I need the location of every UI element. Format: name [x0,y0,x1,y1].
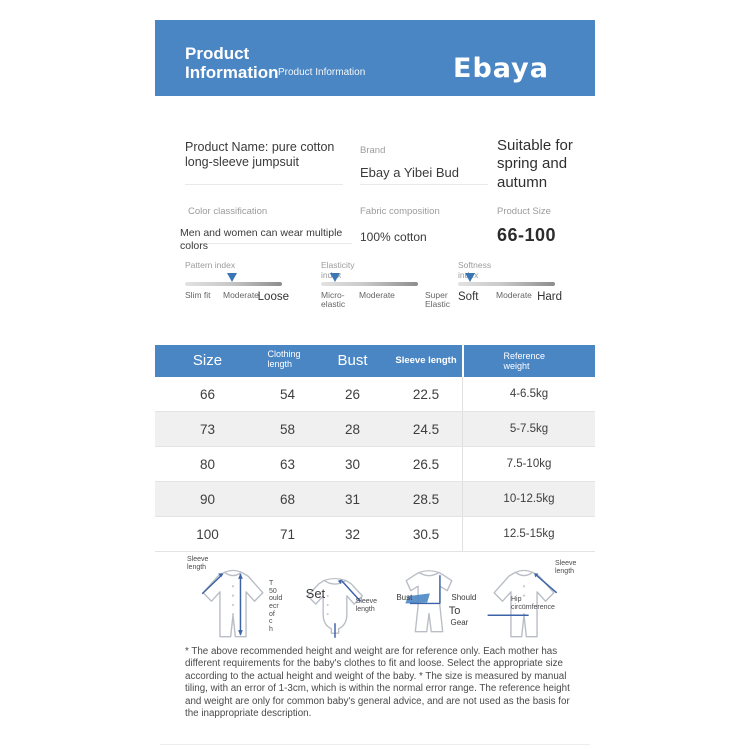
cell-sleeve-length: 26.5 [412,456,440,472]
col-header-bust: Bust [337,352,368,370]
col-header-clothing-length [260,349,315,373]
elasticity-index-labels [321,290,451,315]
sleeve-length-label [187,556,213,572]
header-bar [155,20,595,96]
cell-size: 73 [199,421,216,437]
pattern-index [185,260,289,315]
content-column [155,0,595,749]
pattern-index-labels [185,291,289,315]
shoulder-label-line2: To [448,605,461,617]
page-title-line2: Information [185,63,279,83]
cell-bust: 26 [344,386,361,402]
softness-index-track [458,282,555,286]
col-header-clothing-length-text: Clothing length [267,349,301,370]
diagram-short-sleeve-romper [384,556,476,644]
cell-sleeve-length: 22.5 [412,386,440,402]
page-title-line1: Product [185,44,250,63]
pattern-index-track [185,282,282,286]
softness-label-soft: Soft [458,291,479,303]
product-size-label: Product Size [497,206,551,217]
cell-size: 100 [196,526,219,542]
cell-reference-weight: 10-12.5kg [462,482,595,516]
softness-index [458,260,562,315]
elasticity-label-super-text: Super Elastic [425,290,451,310]
cell-size: 90 [199,491,216,507]
cell-clothing-length: 63 [279,456,296,472]
product-size-block [497,201,597,246]
table-row [155,482,595,517]
elasticity-index [321,260,451,315]
cell-reference-weight: 5-7.5kg [462,412,595,446]
vfrag-7: h [269,626,273,634]
vfrag-5: of [269,610,275,618]
hip-circumference-label [511,596,557,612]
col-header-sleeve-length: Sleeve length [395,354,457,366]
vfrag-1: T [269,580,274,587]
cell-reference-weight: 7.5-10kg [462,447,595,481]
brand-block [360,140,488,185]
vfrag-6: c [269,618,273,626]
cell-bust: 32 [344,526,361,542]
diagram-long-sleeve-jumpsuit-1 [185,556,287,644]
sleeve-length-label [555,560,581,576]
cell-sleeve-length: 28.5 [412,491,440,507]
brand-logo: Ebaya [453,53,549,84]
elasticity-index-marker-icon [330,273,340,282]
diagram-long-sleeve-jumpsuit-2 [479,556,581,644]
set-label: Set [305,586,326,601]
vfrag-3: ould [269,595,283,603]
season-suitability: Suitable for spring and autumn [497,137,573,191]
elasticity-index-title-line1: Elasticity [321,260,355,270]
cell-sleeve-length: 24.5 [412,421,440,437]
cell-clothing-length: 68 [279,491,296,507]
bottom-divider [160,744,590,745]
pattern-label-loose: Loose [257,291,289,303]
bust-label: Bust [396,593,413,602]
shoulder-label-line1: Should [451,593,477,602]
color-label: Color classification [188,206,268,217]
col-header-size: Size [192,352,223,370]
sleeve-length-label-text: Sleeve length [355,598,378,614]
cell-sleeve-length: 30.5 [412,526,440,542]
clothing-length-vertical-label [269,580,283,634]
product-size-value: 66-100 [497,225,557,245]
softness-label-moderate: Moderate [496,290,532,300]
table-row [155,377,595,412]
softness-index-marker-icon [465,273,475,282]
cell-reference-weight: 4-6.5kg [462,377,595,411]
cell-size: 66 [199,386,216,402]
measurement-diagrams [185,556,581,644]
pattern-index-title-line1: Pattern index [185,260,236,270]
table-row [155,447,595,482]
cell-bust: 31 [344,491,361,507]
cell-clothing-length: 58 [279,421,296,437]
softness-index-labels [458,291,562,315]
cell-clothing-length: 54 [279,386,296,402]
jumpsuit-outline-drawing [189,562,277,646]
col-header-reference-weight [462,345,595,377]
pattern-index-marker-icon [227,273,237,282]
fabric-value: 100% cotton [360,230,427,244]
elasticity-index-title-line2: index [321,270,342,281]
page-title [185,44,279,82]
cell-reference-weight: 12.5-15kg [462,517,595,551]
sleeve-length-label-text: Sleeve length [554,560,577,576]
vfrag-2: 50 [269,587,277,595]
shoulder-label-line3: Gear [450,618,469,627]
size-table-header [155,345,595,377]
sleeve-length-label [356,598,382,614]
table-row [155,412,595,447]
cell-size: 80 [199,456,216,472]
elasticity-label-micro-text: Micro-elastic [321,290,346,310]
romper-outline-drawing [388,564,470,642]
product-name: Product Name: pure cotton long-sleeve jumpsuit [185,140,343,185]
hip-circumference-label-text: Hip circumference [510,596,555,612]
page-subtitle: Product Information [278,67,366,78]
elasticity-index-track [321,282,418,286]
fabric-block [360,201,480,244]
softness-index-title-line2: index [458,270,479,281]
sleeve-length-label-text: Sleeve length [187,556,209,572]
pattern-label-slim-fit: Slim fit [185,290,211,300]
size-table [155,345,595,552]
table-row [155,517,595,552]
softness-index-title-line1: Softness [458,260,492,270]
diagram-bodysuit [290,556,382,644]
color-value: Men and women can wear multiple colors [180,227,343,253]
elasticity-label-moderate: Moderate [359,290,395,300]
pattern-label-moderate: Moderate [223,290,259,300]
size-table-body [155,377,595,552]
brand-label: Brand [360,145,386,156]
cell-bust: 28 [344,421,361,437]
col-header-reference-weight-text: Reference weight [503,350,546,371]
brand-value: Ebay a Yibei Bud [360,165,460,180]
fabric-label: Fabric composition [360,206,440,217]
vfrag-4: ecr [269,603,279,611]
softness-label-hard: Hard [537,291,562,303]
cell-bust: 30 [344,456,361,472]
pattern-index-title [185,260,289,282]
color-block [180,201,352,253]
cell-clothing-length: 71 [279,526,296,542]
disclaimer-note: * The above recommended height and weight are for reference only. Each mother has different requirements for the baby's clothes to fit and loose. Select the appropriate size according to the actual height and weight of the baby. * The size is measured by manual tiling, with an error of 1-3cm, which is within the normal error range. The reference height and weight are only for common baby's general advice, and are not used as the basis for the inappropriate description. [185,646,570,720]
